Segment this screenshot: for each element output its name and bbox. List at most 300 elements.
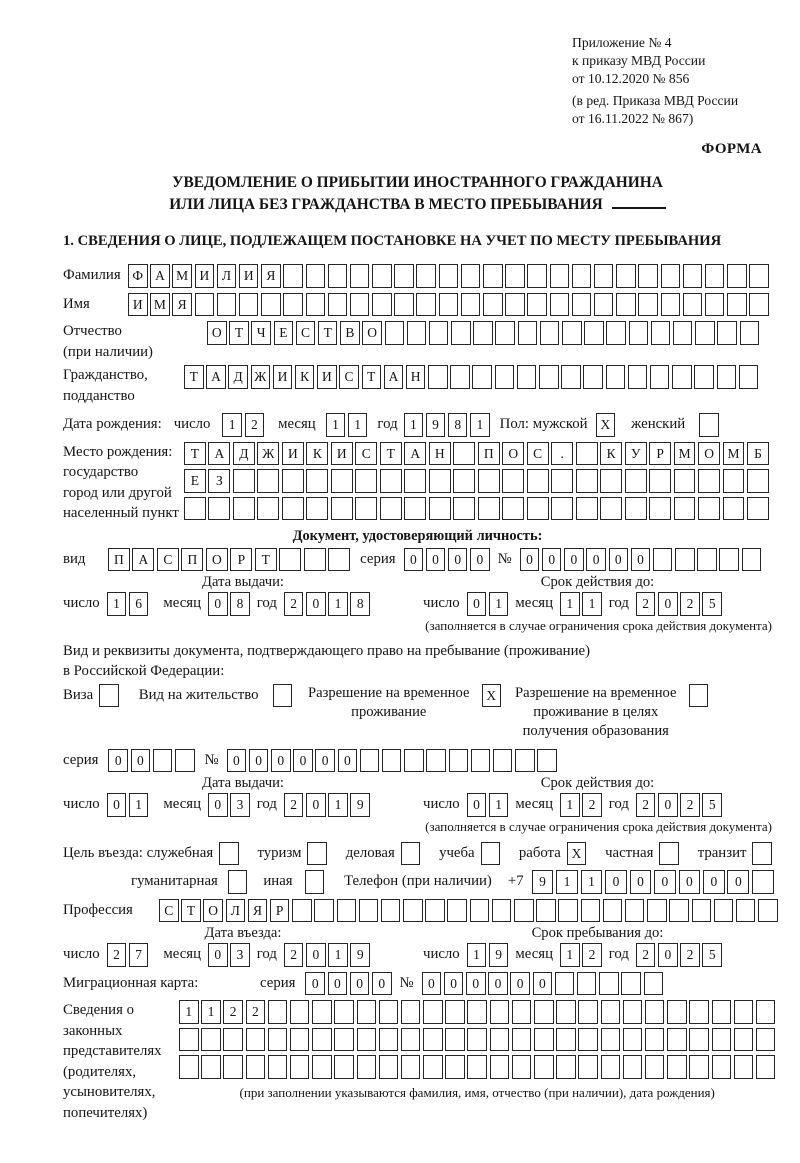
form-cell-empty <box>403 899 423 923</box>
form-cell-filled: 5 <box>702 943 722 967</box>
purpose-study-label: учеба <box>439 844 475 861</box>
form-cell-empty <box>601 1055 621 1079</box>
purpose-study-checkbox <box>481 842 501 866</box>
birth-place-label-line4: населенный пункт <box>63 505 179 521</box>
form-cell-empty <box>561 365 581 389</box>
form-cell-filled: М <box>150 293 170 317</box>
doc-kind-label: вид <box>63 550 86 567</box>
form-cell-filled: 1 <box>560 592 580 616</box>
given-name-cells <box>128 293 769 317</box>
form-cell-empty <box>705 293 725 317</box>
form-cell-empty <box>493 749 513 773</box>
form-cell-filled: Т <box>255 548 277 572</box>
form-cell-filled: 0 <box>249 749 269 773</box>
form-cell-filled: 0 <box>328 972 348 996</box>
form-cell-empty <box>416 293 436 317</box>
residence-document-line2: в Российской Федерации: <box>63 662 225 679</box>
form-cell-empty <box>674 497 696 521</box>
form-cell-empty <box>490 1028 510 1052</box>
phone-cells <box>532 870 774 894</box>
form-cell-empty <box>727 293 747 317</box>
form-cell-filled: 1 <box>179 1000 199 1024</box>
form-cell-empty <box>734 1055 754 1079</box>
form-cell-empty <box>734 1028 754 1052</box>
form-cell-empty <box>550 264 570 288</box>
form-cell-filled: 5 <box>702 793 722 817</box>
resid-issue-month-label: месяц <box>163 796 201 812</box>
form-cell-empty <box>283 264 303 288</box>
entry-year-label: год <box>256 946 277 962</box>
form-cell-filled: И <box>239 264 259 288</box>
form-cell-empty <box>576 469 598 493</box>
form-cell-empty <box>195 293 215 317</box>
entry-day-label: число <box>63 946 100 962</box>
resid-valid-month-cells <box>560 793 602 817</box>
form-cell-filled: П <box>108 548 130 572</box>
entry-dates-header <box>63 925 772 942</box>
form-cell-empty <box>674 469 696 493</box>
form-cell-empty <box>490 1055 510 1079</box>
sex-male-label: Пол: мужской <box>499 416 588 432</box>
form-cell-empty <box>360 749 380 773</box>
form-cell-empty <box>739 365 759 389</box>
representatives-cells-row1 <box>179 1000 775 1024</box>
form-cell-filled: 1 <box>404 413 424 437</box>
form-cell-empty <box>695 321 715 345</box>
form-cell-filled: 8 <box>350 592 370 616</box>
resid-issue-day-cells <box>107 793 149 817</box>
form-cell-empty <box>581 899 601 923</box>
form-cell-empty <box>401 1055 421 1079</box>
form-cell-empty <box>490 1000 510 1024</box>
form-cell-empty <box>279 548 301 572</box>
form-cell-empty <box>495 365 515 389</box>
representatives-label-line3: представителях <box>63 1043 162 1059</box>
form-cell-empty <box>257 469 279 493</box>
form-cell-filled: 2 <box>680 592 700 616</box>
id-valid-date-group <box>423 592 722 616</box>
form-cell-empty <box>601 1000 621 1024</box>
field-row-birth-date <box>63 413 772 437</box>
form-cell-empty <box>425 899 445 923</box>
purpose-official-label: Цель въезда: служебная <box>63 844 214 861</box>
form-cell-filled: Т <box>362 365 382 389</box>
visa-label: Виза <box>63 686 94 703</box>
section1-heading: 1. СВЕДЕНИЯ О ЛИЦЕ, ПОДЛЕЖАЩЕМ ПОСТАНОВКЕ НА УЧЕТ ПО МЕСТУ ПРЕБЫВАНИЯ <box>63 233 722 249</box>
id-valid-until-label: Срок действия до: <box>540 574 655 590</box>
form-cell-empty <box>749 293 769 317</box>
form-cell-filled: 2 <box>636 943 656 967</box>
form-cell-empty <box>304 548 326 572</box>
appendix-reference <box>572 34 772 128</box>
form-cell-empty <box>683 264 703 288</box>
id-number-label: № <box>497 550 512 567</box>
purpose-tourism-label: туризм <box>257 844 302 861</box>
purpose-private-label: частная <box>605 844 654 861</box>
form-cell-filled: 2 <box>245 413 265 437</box>
form-cell-filled: 0 <box>658 793 678 817</box>
doc-kind-cells <box>108 548 350 572</box>
form-cell-empty <box>382 749 402 773</box>
form-cell-filled: С <box>355 442 377 466</box>
form-cell-empty <box>450 365 470 389</box>
representatives-label-line5: усыновителях, <box>63 1084 156 1100</box>
form-cell-filled: А <box>150 264 170 288</box>
id-series-cells <box>404 548 490 572</box>
form-cell-empty <box>429 321 449 345</box>
form-cell-empty <box>621 972 641 996</box>
form-cell-empty <box>628 365 648 389</box>
form-cell-empty <box>594 293 614 317</box>
form-cell-empty <box>540 321 560 345</box>
birth-place-cells-row1 <box>184 442 769 466</box>
form-cell-empty <box>337 899 357 923</box>
temp-permit-edu-checkbox <box>689 684 709 708</box>
form-cell-empty <box>512 1055 532 1079</box>
form-cell-empty <box>717 365 737 389</box>
amendment-line2: от 16.11.2022 № 867) <box>572 111 694 126</box>
form-cell-empty <box>273 684 293 708</box>
form-cell-filled: 1 <box>470 413 490 437</box>
id-valid-day-label: число <box>423 595 460 611</box>
birth-place-label-line1: Место рождения: <box>63 443 173 460</box>
form-cell-empty <box>749 264 769 288</box>
form-cell-filled: 1 <box>348 413 368 437</box>
form-cell-empty <box>599 972 619 996</box>
resid-series-cells <box>108 749 194 773</box>
form-cell-empty <box>551 497 573 521</box>
form-cell-empty <box>217 293 237 317</box>
form-cell-empty <box>401 1028 421 1052</box>
form-cell-empty <box>312 1028 332 1052</box>
form-cell-filled: Е <box>274 321 294 345</box>
form-cell-filled: 1 <box>582 592 602 616</box>
mig-number-cells <box>422 972 663 996</box>
form-cell-empty <box>650 365 670 389</box>
form-cell-empty <box>357 1028 377 1052</box>
patronymic-label-line2: (при наличии) <box>63 343 153 360</box>
form-cell-filled: 0 <box>703 870 725 894</box>
form-cell-filled: Ж <box>251 365 271 389</box>
id-number-cells <box>520 548 761 572</box>
form-cell-empty <box>712 1000 732 1024</box>
temp-permit-label-line1: Разрешение на временное <box>308 684 470 701</box>
form-cell-empty <box>689 684 709 708</box>
form-cell-empty <box>416 264 436 288</box>
profession-cells <box>159 899 778 923</box>
form-cell-empty <box>306 469 328 493</box>
form-cell-empty <box>175 749 195 773</box>
form-cell-empty <box>673 321 693 345</box>
resid-valid-until-label: Срок действия до: <box>540 775 655 791</box>
form-cell-filled: 2 <box>284 592 304 616</box>
surname-cells <box>128 264 769 288</box>
form-cell-empty <box>334 1055 354 1079</box>
form-cell-empty <box>555 972 575 996</box>
form-cell-empty <box>447 899 467 923</box>
id-valid-year-label: год <box>608 595 629 611</box>
form-cell-filled: 0 <box>208 943 228 967</box>
form-cell-empty <box>603 899 623 923</box>
form-cell-empty <box>740 321 760 345</box>
form-cell-filled: 0 <box>108 749 128 773</box>
representatives-cells-row2 <box>179 1028 775 1052</box>
form-cell-empty <box>517 365 537 389</box>
temp-permit-checkbox <box>482 684 502 708</box>
form-cell-filled: 0 <box>293 749 313 773</box>
form-cell-filled: 1 <box>560 943 580 967</box>
form-cell-empty <box>470 899 490 923</box>
form-cell-empty <box>184 497 206 521</box>
form-cell-filled: К <box>306 442 328 466</box>
form-cell-filled: С <box>157 548 179 572</box>
form-cell-empty <box>179 1028 199 1052</box>
representatives-label-line4: (родителях, <box>63 1063 137 1080</box>
stay-year-cells <box>636 943 722 967</box>
form-cell-filled: . <box>551 442 573 466</box>
form-cell-empty <box>689 1055 709 1079</box>
form-cell-empty <box>381 899 401 923</box>
form-cell-empty <box>698 497 720 521</box>
resid-issue-day-label: число <box>63 796 100 812</box>
form-cell-filled: Я <box>261 264 281 288</box>
form-cell-empty <box>675 548 695 572</box>
form-cell-empty <box>439 293 459 317</box>
form-cell-filled: 9 <box>350 943 370 967</box>
form-cell-filled: Л <box>226 899 246 923</box>
field-row-id-document <box>63 548 772 572</box>
form-cell-empty <box>208 497 230 521</box>
form-cell-empty <box>385 321 405 345</box>
form-cell-empty <box>742 548 762 572</box>
form-cell-filled: 8 <box>448 413 468 437</box>
form-cell-empty <box>268 1055 288 1079</box>
resid-issue-month-cells <box>208 793 250 817</box>
form-cell-filled: Р <box>649 442 671 466</box>
form-cell-empty <box>723 497 745 521</box>
form-cell-filled: 0 <box>679 870 701 894</box>
form-cell-empty <box>290 1028 310 1052</box>
form-cell-filled: М <box>674 442 696 466</box>
purpose-humanitarian-label: гуманитарная <box>131 873 218 889</box>
temp-permit-label <box>308 684 469 722</box>
form-cell-empty <box>428 365 448 389</box>
form-cell-empty <box>453 469 475 493</box>
purpose-private-checkbox <box>659 842 679 866</box>
form-cell-empty <box>261 293 281 317</box>
form-cell-filled: И <box>128 293 148 317</box>
form-cell-empty <box>461 293 481 317</box>
profession-label: Профессия <box>63 901 133 918</box>
form-cell-empty <box>534 1000 554 1024</box>
form-cell-empty <box>623 1055 643 1079</box>
form-cell-empty <box>572 264 592 288</box>
birth-month-label: месяц <box>278 416 316 432</box>
citizenship-label <box>63 365 184 406</box>
form-cell-empty <box>502 469 524 493</box>
form-cell-empty <box>518 321 538 345</box>
form-cell-empty <box>467 1055 487 1079</box>
entry-dates-row <box>63 943 772 967</box>
form-cell-empty <box>578 1000 598 1024</box>
form-cell-filled: А <box>132 548 154 572</box>
form-cell-empty <box>380 497 402 521</box>
form-cell-filled: У <box>625 442 647 466</box>
entry-date-label: Дата въезда: <box>204 925 282 941</box>
form-cell-empty <box>305 870 325 894</box>
form-cell-empty <box>350 293 370 317</box>
form-cell-empty <box>282 497 304 521</box>
mig-number-label: № <box>399 974 414 991</box>
temp-permit-edu-label <box>515 684 676 741</box>
form-cell-empty <box>307 842 327 866</box>
stay-month-cells <box>560 943 602 967</box>
form-cell-filled: С <box>339 365 359 389</box>
representatives-label <box>63 1000 179 1123</box>
form-cell-empty <box>515 749 535 773</box>
form-cell-empty <box>483 293 503 317</box>
id-issue-date-label: Дата выдачи: <box>202 574 284 590</box>
form-cell-empty <box>423 1055 443 1079</box>
purpose-tourism-checkbox <box>307 842 327 866</box>
entry-date-group <box>63 943 423 967</box>
temp-permit-edu-label-line2: проживание в целях <box>533 703 659 720</box>
id-valid-month-label: месяц <box>515 595 553 611</box>
resid-number-cells <box>227 749 557 773</box>
form-cell-filled: 0 <box>631 548 651 572</box>
form-cell-filled: 0 <box>630 870 652 894</box>
form-cell-empty <box>379 1055 399 1079</box>
form-cell-filled: 9 <box>489 943 509 967</box>
form-cell-empty <box>219 842 239 866</box>
form-cell-filled: С <box>527 442 549 466</box>
form-cell-empty <box>672 365 692 389</box>
form-cell-filled: А <box>384 365 404 389</box>
form-cell-filled: 0 <box>422 972 442 996</box>
form-cell-filled: 9 <box>350 793 370 817</box>
form-cell-empty <box>758 899 778 923</box>
form-cell-empty <box>282 469 304 493</box>
form-cell-filled: Н <box>406 365 426 389</box>
field-row-surname <box>63 264 772 288</box>
form-cell-empty <box>394 264 414 288</box>
form-cell-empty <box>404 469 426 493</box>
form-cell-empty <box>667 1055 687 1079</box>
stay-day-label: число <box>423 946 460 962</box>
form-cell-filled: 9 <box>532 870 554 894</box>
purpose-study-pair <box>439 842 500 866</box>
form-cell-empty <box>539 365 559 389</box>
form-cell-filled: В <box>340 321 360 345</box>
form-cell-empty <box>268 1028 288 1052</box>
form-cell-empty <box>334 1028 354 1052</box>
form-cell-empty <box>331 497 353 521</box>
resid-issue-year-cells <box>284 793 370 817</box>
form-cell-filled: 0 <box>372 972 392 996</box>
form-cell-empty <box>558 899 578 923</box>
form-title-line2-text: ИЛИ ЛИЦА БЕЗ ГРАЖДАНСТВА В МЕСТО ПРЕБЫВАНИЯ <box>169 195 603 213</box>
id-issue-year-cells <box>284 592 370 616</box>
purpose-official-pair <box>63 842 239 866</box>
form-cell-empty <box>357 1055 377 1079</box>
form-cell-empty <box>756 1028 776 1052</box>
form-cell-empty <box>645 1000 665 1024</box>
phone-label: Телефон (при наличии) <box>344 873 492 889</box>
form-cell-empty <box>534 1055 554 1079</box>
form-cell-empty <box>527 497 549 521</box>
form-cell-filled: Т <box>380 442 402 466</box>
form-cell-filled: X <box>567 842 587 866</box>
form-cell-filled: П <box>181 548 203 572</box>
form-cell-empty <box>467 1028 487 1052</box>
form-cell-empty <box>379 1000 399 1024</box>
form-cell-empty <box>233 469 255 493</box>
form-cell-empty <box>306 293 326 317</box>
form-cell-filled: 1 <box>328 592 348 616</box>
form-cell-empty <box>153 749 173 773</box>
form-cell-empty <box>439 264 459 288</box>
id-doc-dates-row <box>63 592 772 616</box>
field-block-representatives <box>63 1000 772 1123</box>
form-cell-filled: 8 <box>230 592 250 616</box>
id-issue-date-group <box>63 592 423 616</box>
form-cell-filled: 0 <box>727 870 749 894</box>
birth-date-label: Дата рождения: <box>63 416 162 432</box>
form-cell-filled: 0 <box>315 749 335 773</box>
form-cell-empty <box>576 442 598 466</box>
purpose-transit-checkbox <box>752 842 772 866</box>
form-cell-filled: 1 <box>556 870 578 894</box>
sex-male-checkbox <box>596 413 616 437</box>
form-cell-empty <box>478 497 500 521</box>
form-cell-filled: 0 <box>305 972 325 996</box>
form-cell-filled: Б <box>747 442 769 466</box>
form-cell-filled: О <box>362 321 382 345</box>
form-cell-filled: 1 <box>222 413 242 437</box>
form-cell-empty <box>667 1000 687 1024</box>
form-cell-empty <box>667 1028 687 1052</box>
form-cell-empty <box>306 264 326 288</box>
representatives-note: (при заполнении указываются фамилия, имя, отчество (при наличии), дата рождения) <box>239 1084 715 1100</box>
form-cell-filled: О <box>502 442 524 466</box>
purpose-work-pair <box>519 842 586 866</box>
form-cell-filled: 0 <box>488 972 508 996</box>
resid-series-label: серия <box>63 751 99 768</box>
form-cell-filled: 0 <box>426 548 446 572</box>
form-cell-filled: Т <box>184 442 206 466</box>
form-cell-filled: 0 <box>510 972 530 996</box>
id-issue-month-cells <box>208 592 250 616</box>
citizenship-label-line1: Гражданство, <box>63 367 148 383</box>
form-cell-filled: 0 <box>338 749 358 773</box>
form-cell-filled: Д <box>228 365 248 389</box>
form-cell-filled: М <box>172 264 192 288</box>
form-cell-filled: 5 <box>702 592 722 616</box>
birth-place-label-line3: город или другой <box>63 484 172 501</box>
form-cell-filled: Р <box>230 548 252 572</box>
entry-day-cells <box>107 943 149 967</box>
form-cell-empty <box>380 469 402 493</box>
form-cell-empty <box>99 684 119 708</box>
form-cell-filled: 0 <box>227 749 247 773</box>
mig-series-cells <box>305 972 391 996</box>
form-cell-filled: 6 <box>129 592 149 616</box>
form-cell-empty <box>372 264 392 288</box>
form-cell-empty <box>495 321 515 345</box>
form-cell-filled: X <box>482 684 502 708</box>
form-cell-filled: X <box>596 413 616 437</box>
form-cell-filled: 0 <box>605 870 627 894</box>
